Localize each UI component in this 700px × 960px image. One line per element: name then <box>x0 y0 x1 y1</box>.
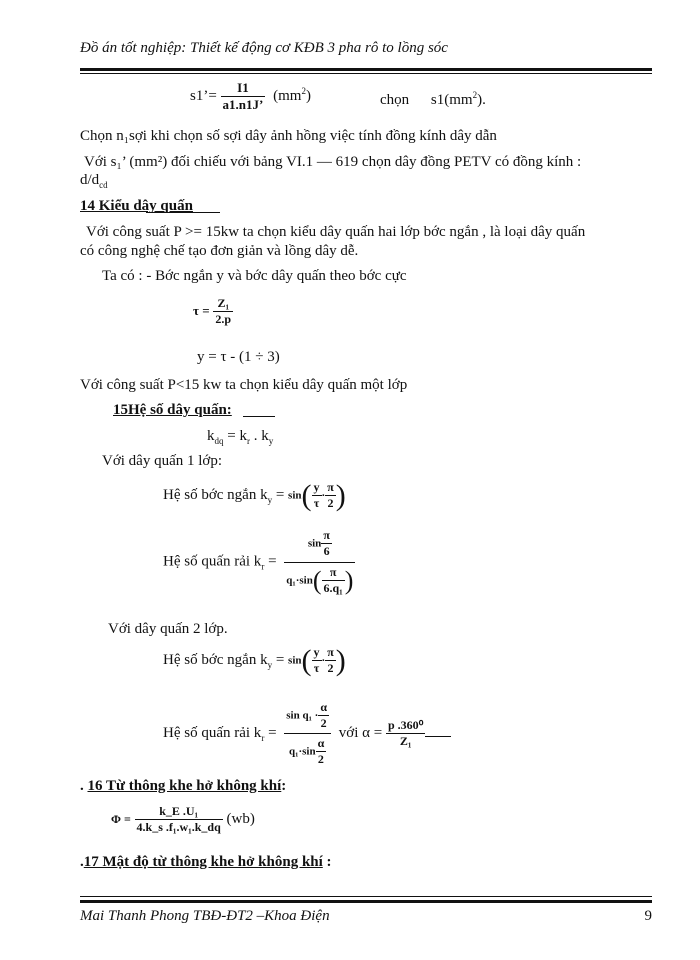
ky1-eq: = <box>272 487 285 503</box>
phi-formula <box>111 804 255 835</box>
paragraph-3-line-2: có công nghệ chế tạo đơn giản và lồng dây dễ. <box>80 243 359 259</box>
section-16-prefix: . <box>80 778 88 794</box>
kr2-den-alpha: α <box>317 736 325 750</box>
kr1-formula <box>163 528 355 596</box>
kr1-denominator: q₁·sin( $\frac{\pi}{\text{6.q₁}}$ ) <box>284 562 355 596</box>
s1-formula <box>190 80 311 113</box>
paragraph-5: Với công suất P<15 kw ta chọn kiểu dây quấn một lớp <box>80 377 408 393</box>
kr2-label: Hệ số quấn rải k <box>163 725 262 741</box>
kr1-numerator <box>284 528 355 562</box>
ky2-dot: · <box>321 654 326 667</box>
tau-fraction <box>213 296 233 327</box>
ky2-f1-num: y <box>313 645 320 659</box>
d-label: d/d <box>80 172 100 188</box>
paragraph-4: Ta có : - Bớc ngắn y và bớc dây quấn theo bớc cực <box>102 268 407 284</box>
layer-2-label: Với dây quấn 2 lớp. <box>108 621 228 637</box>
section-17-title: 17 Mật độ từ thông khe hở không khí <box>83 854 323 870</box>
ky1-f1-den: τ <box>312 495 322 511</box>
phi-unit: (wb) <box>226 811 255 827</box>
phi-numerator: k_E .U₁ <box>159 804 199 818</box>
tau-denominator: 2.p <box>215 312 232 326</box>
section-17-colon: : <box>322 854 332 870</box>
kdq-mid: = k <box>223 428 247 444</box>
footer-rule-thick <box>80 900 652 903</box>
alpha-denominator: Z₁ <box>386 733 425 749</box>
kr2-formula <box>163 700 451 767</box>
ky1-f1-num: y <box>313 480 320 494</box>
phi-lhs: Φ = <box>111 812 131 826</box>
kr1-fraction <box>284 528 355 596</box>
ky1-sin: sin <box>288 489 302 502</box>
footer-rule-thin <box>80 896 652 897</box>
ky2-frac-pi-2 <box>325 645 336 676</box>
kdq-k: k <box>207 428 215 444</box>
ky2-f2-den: 2 <box>325 660 336 676</box>
kr2-den-pre: q₁·sin <box>289 745 316 758</box>
ky1-label: Hệ số bớc ngắn k <box>163 487 268 503</box>
ky2-label: Hệ số bớc ngắn k <box>163 652 268 668</box>
section-16-heading <box>80 778 286 795</box>
kr2-denominator <box>284 733 331 767</box>
ky2-f2-num: π <box>327 645 334 659</box>
section-17-prefix: . <box>80 854 84 870</box>
s1-choose <box>380 90 486 109</box>
s1-lhs: s1’= <box>190 87 217 104</box>
s1-unit-sup: 2 <box>301 85 306 96</box>
section-14-underline <box>146 212 220 213</box>
ky1-f2-den: 2 <box>325 495 336 511</box>
tau-formula <box>193 296 233 327</box>
ky2-sin: sin <box>288 654 302 667</box>
alpha-fraction <box>386 718 425 749</box>
paragraph-3-line-1: Với công suất P >= 15kw ta chọn kiểu dây quấn hai lớp bớc ngắn , là loại dây quấn <box>86 224 586 240</box>
kdq-sub: dq <box>214 436 224 446</box>
ky2-formula: Hệ số bớc ngắn $k_y = \sin$( $\frac{y}{\tau}$ · $\frac{\pi}{2}$ ) <box>163 643 346 677</box>
header-rule-thick <box>80 68 652 71</box>
s1-rhs: s1(mm <box>430 92 473 108</box>
ky1-f2-num: π <box>327 480 334 494</box>
alpha-numerator: p .360⁰ <box>387 718 424 732</box>
section-16-title: 16 Từ thông khe hở không khí <box>87 778 282 794</box>
section-16-colon: : <box>281 778 287 794</box>
s1-numerator: I1 <box>237 80 249 95</box>
phi-fraction <box>135 804 223 835</box>
page-header: Đồ án tốt nghiệp: Thiết kế động cơ KĐB 3 pha rô to lồng sóc <box>80 40 448 56</box>
ky1-formula: Hệ số bớc ngắn $k_y = \sin$( $\frac{y}{\tau}$ · $\frac{\pi}{2}$ ) <box>163 478 346 512</box>
section-15-underline <box>243 416 275 417</box>
header-rule-thin <box>80 73 652 74</box>
ky2-f1-den: τ <box>312 660 322 676</box>
kr1-num-pi: π <box>323 528 330 542</box>
kr2-numerator <box>284 700 331 733</box>
tau-lhs: τ = <box>193 302 210 318</box>
kdq-end: . k <box>249 428 269 444</box>
paragraph-1: Chọn n₁sợi khi chọn số sợi dây ảnh hồng việc tính đồng kính dây dẫn <box>80 128 497 144</box>
d-sub: cd <box>99 180 108 190</box>
s1-rhs-sup: 2 <box>472 90 478 100</box>
kr2-with-alpha: với α = <box>338 725 383 741</box>
kr-sub: r <box>246 436 250 446</box>
kr2-num-alpha: α <box>320 700 328 714</box>
y-formula: y = τ - (1 ÷ 3) <box>197 349 280 365</box>
layer-1-label: Với dây quấn 1 lớp: <box>102 453 223 469</box>
section-15-title: 15Hệ số dây quấn: <box>113 402 232 418</box>
kr2-num-pre: sin q₁ · <box>286 709 319 722</box>
section-14-title: 14 Kiểu dây quấn <box>80 198 193 214</box>
s1-denominator: a1.n1J’ <box>222 97 264 112</box>
s1-unit-post: ) <box>305 87 311 104</box>
ky1-sub: y <box>267 494 273 505</box>
ky-sub: y <box>268 436 274 446</box>
kr2-trailing-line <box>425 736 451 737</box>
ky1-frac-pi-2 <box>325 480 336 511</box>
s1-choose-word: chọn <box>380 92 410 108</box>
ky2-sub: y <box>267 659 273 670</box>
phi-denominator: 4.k_s .f₁.w₁.k_dq <box>136 820 221 834</box>
kr1-num-6: 6 <box>321 543 332 559</box>
s1-fraction <box>221 80 266 113</box>
kr1-den-q: q₁·sin <box>286 574 313 587</box>
kr1-label: Hệ số quấn rải k <box>163 553 262 570</box>
ky2-frac-y-tau <box>312 645 322 676</box>
ky1-dot: · <box>321 489 326 502</box>
s1-rhs-post: ). <box>477 92 486 108</box>
kr1-den-pi: π <box>329 565 337 579</box>
paragraph-2-line-1: Với s₁’ (mm²) đối chiếu với bảng VI.1 — 619 chọn dây đồng PETV có đồng kính : <box>84 154 582 170</box>
tau-numerator: Z₁ <box>217 296 230 310</box>
kdq-formula <box>207 428 273 446</box>
kr1-eq: = <box>264 553 277 570</box>
kr2-den-2: 2 <box>316 751 327 767</box>
kr2-sub: r <box>261 732 265 743</box>
s1-unit: (mm <box>273 87 302 104</box>
ky2-eq: = <box>272 652 285 668</box>
kr1-num-sin: sin <box>307 537 322 550</box>
kr2-eq: = <box>264 725 277 741</box>
kr2-fraction <box>284 700 331 767</box>
kr2-num-2: 2 <box>318 715 329 731</box>
kr1-sub: r <box>261 561 265 572</box>
kr1-den-6q: 6.q₁ <box>323 581 343 595</box>
page-number: 9 <box>644 908 652 924</box>
footer-author: Mai Thanh Phong TBĐ-ĐT2 –Khoa Điện <box>80 908 330 924</box>
paragraph-2-line-2 <box>80 172 108 190</box>
section-17-heading <box>80 854 332 871</box>
ky1-frac-y-tau <box>312 480 322 511</box>
